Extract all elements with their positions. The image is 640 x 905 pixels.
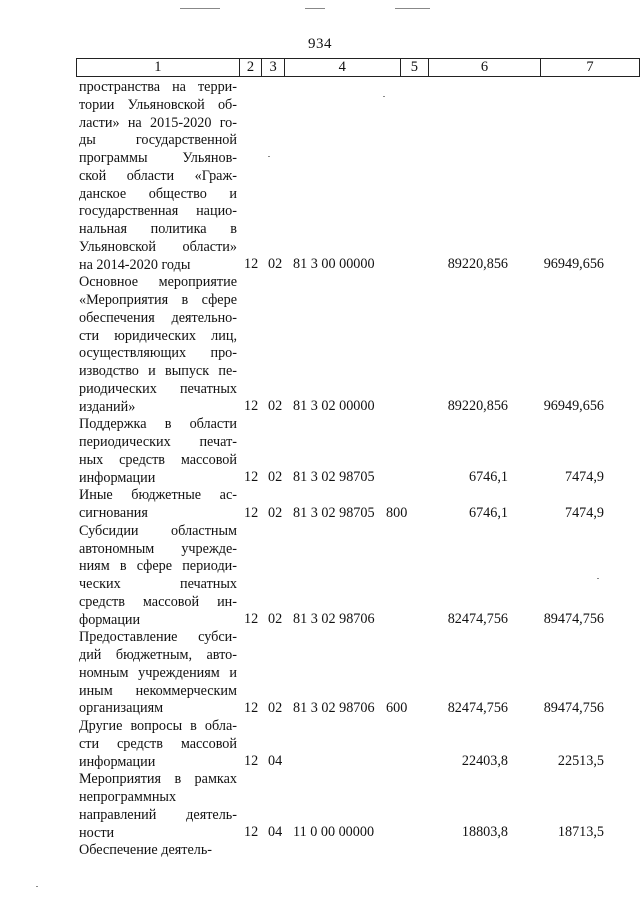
description-line: риодических печатных: [79, 380, 237, 397]
table-row: [0, 487, 640, 523]
podrazdel: 02: [268, 469, 283, 486]
description-line: информации: [79, 469, 156, 486]
podrazdel: 04: [268, 753, 283, 770]
table-row: [0, 771, 640, 842]
podrazdel: 02: [268, 700, 283, 716]
amount-year1: 6746,1: [468, 504, 508, 521]
amount-year2: 22513,5: [557, 753, 604, 770]
amount-year2: 7474,9: [564, 504, 604, 521]
table-row: [0, 718, 640, 771]
header-col-5: 5: [400, 59, 429, 77]
amount-year2: 89474,756: [543, 611, 604, 628]
amount-year1: 18803,8: [461, 824, 508, 841]
target-article: 81 3 02 98705: [293, 504, 375, 521]
description-line: средств массовой ин-: [79, 593, 237, 610]
description-line: обеспечения деятельно-: [79, 309, 237, 326]
razdel: 12: [244, 256, 259, 273]
description-line: на 2014-2020 годы: [79, 256, 191, 273]
description-line: нальная политика в: [79, 221, 237, 237]
podrazdel: 02: [268, 398, 283, 415]
header-col-2: 2: [239, 59, 262, 77]
amount-year2: 18713,5: [557, 824, 604, 841]
description-line: программы Ульянов-: [79, 150, 237, 166]
description-line: осуществляющих про-: [79, 345, 237, 362]
description-line: формации: [79, 611, 141, 628]
target-article: 81 3 00 00000: [293, 256, 375, 273]
razdel: 12: [244, 504, 259, 521]
description-line: ности: [79, 824, 115, 841]
description-line: Предоставление субси-: [79, 629, 237, 646]
target-article: 81 3 02 98706: [293, 700, 375, 716]
table-body: [0, 79, 640, 860]
table-row: [0, 523, 640, 630]
expense-type: 800: [386, 504, 408, 521]
target-article: 81 3 02 98706: [293, 611, 375, 628]
description-line: ской области «Граж-: [79, 167, 237, 184]
podrazdel: 02: [268, 611, 283, 628]
razdel: 12: [244, 753, 259, 770]
amount-year2: 96949,656: [543, 398, 604, 415]
description-line: направлений деятель-: [79, 806, 237, 823]
page-number: 934: [308, 36, 332, 52]
scan-mark: [268, 156, 270, 157]
description-line: автономным учрежде-: [79, 540, 237, 557]
table-row: [0, 274, 640, 416]
description-line: непрограммных: [79, 789, 177, 805]
description-line: номным учреждениям и: [79, 664, 237, 681]
row-description: [79, 79, 237, 274]
razdel: 12: [244, 398, 259, 415]
description-line: изводство и выпуск пе-: [79, 363, 237, 379]
description-line: иным некоммерческим: [79, 682, 237, 699]
description-line: изданий»: [79, 398, 136, 415]
scan-mark: [305, 8, 325, 9]
description-line: Поддержка в области: [79, 416, 237, 433]
scan-mark: [383, 96, 385, 97]
description-line: Иные бюджетные ас-: [79, 487, 237, 504]
amount-year1: 82474,756: [447, 611, 508, 628]
scan-mark: [395, 8, 430, 9]
description-line: Ульяновской области»: [79, 238, 237, 255]
table-row: [0, 629, 640, 718]
description-line: ческих печатных: [79, 576, 237, 592]
description-line: сти юридических лиц,: [79, 327, 237, 344]
description-line: сти средств массовой: [79, 735, 237, 752]
description-line: Основное мероприятие: [79, 274, 237, 291]
scan-mark: [180, 8, 220, 9]
amount-year2: 96949,656: [543, 256, 604, 273]
description-line: информации: [79, 753, 156, 770]
podrazdel: 04: [268, 824, 283, 841]
description-line: периодических печат-: [79, 434, 237, 450]
target-article: 81 3 02 00000: [293, 398, 375, 415]
table-row: [0, 79, 640, 274]
razdel: 12: [244, 700, 259, 716]
amount-year1: 22403,8: [461, 753, 508, 770]
amount-year2: 89474,756: [543, 700, 604, 716]
razdel: 12: [244, 824, 259, 841]
amount-year1: 89220,856: [447, 398, 508, 415]
header-col-3: 3: [262, 59, 285, 77]
razdel: 12: [244, 611, 259, 628]
header-col-6: 6: [429, 59, 541, 77]
description-line: «Мероприятия в сфере: [79, 292, 237, 308]
razdel: 12: [244, 469, 259, 486]
description-line: дий бюджетным, авто-: [79, 647, 237, 663]
table-row: [0, 842, 640, 860]
podrazdel: 02: [268, 256, 283, 273]
description-line: ды государственной: [79, 132, 237, 149]
amount-year1: 89220,856: [447, 256, 508, 273]
podrazdel: 02: [268, 504, 283, 521]
table-header: [76, 58, 640, 77]
description-line: Обеспечение деятель-: [79, 842, 213, 859]
amount-year1: 82474,756: [447, 700, 508, 716]
header-col-7: 7: [540, 59, 639, 77]
description-line: организациям: [79, 700, 164, 717]
row-description: [79, 274, 237, 416]
description-line: сигнования: [79, 505, 148, 521]
description-line: Мероприятия в рамках: [79, 771, 237, 788]
header-col-1: 1: [77, 59, 240, 77]
table-row: [0, 416, 640, 487]
description-line: данское общество и: [79, 185, 237, 202]
description-line: тории Ульяновской об-: [79, 96, 237, 113]
header-col-4: 4: [284, 59, 400, 77]
description-line: пространства на терри-: [79, 79, 237, 95]
description-line: ласти» на 2015-2020 го-: [79, 114, 237, 131]
description-line: Субсидии областным: [79, 522, 237, 539]
target-article: 11 0 00 00000: [293, 824, 375, 841]
target-article: 81 3 02 98705: [293, 469, 375, 486]
scan-mark: [597, 578, 599, 579]
expense-type: 600: [386, 700, 408, 716]
description-line: Другие вопросы в обла-: [79, 718, 237, 734]
scan-mark: [36, 886, 38, 887]
description-line: государственная нацио-: [79, 203, 237, 220]
description-line: ниям в сфере периоди-: [79, 558, 237, 575]
amount-year2: 7474,9: [564, 469, 604, 486]
amount-year1: 6746,1: [468, 469, 508, 486]
description-line: ных средств массовой: [79, 451, 237, 468]
